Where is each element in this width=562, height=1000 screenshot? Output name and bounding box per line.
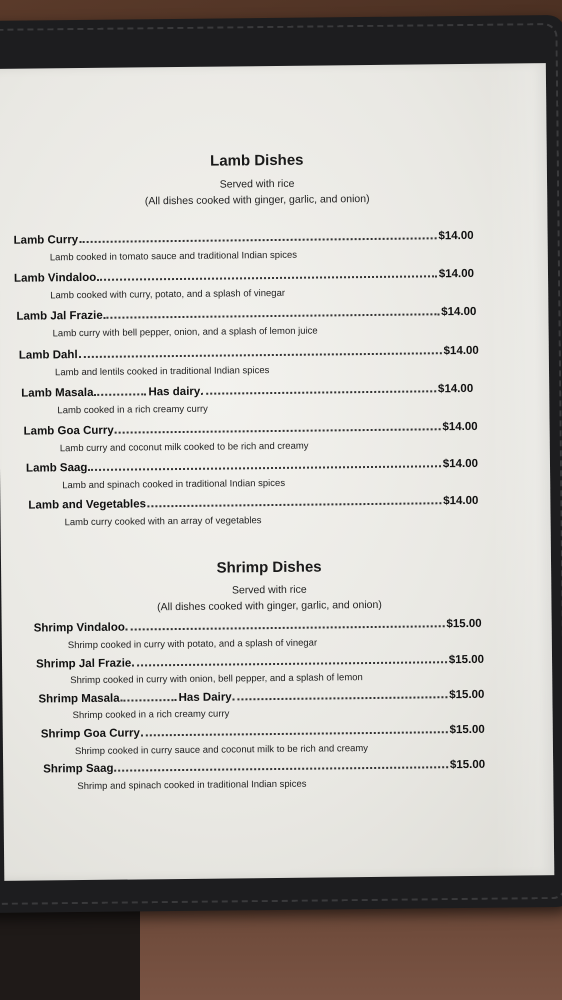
item-name: Lamb Masala: [21, 386, 94, 400]
item-description: Lamb and lentils cooked in traditional Indian spices: [54, 365, 270, 379]
item-name: Lamb and Vegetables: [28, 498, 147, 512]
item-description: Lamb cooked in a rich creamy curry: [57, 403, 208, 417]
item-price: $15.00: [449, 688, 485, 702]
item-leader-dots: [114, 766, 448, 771]
item-name: Shrimp Saag: [43, 762, 114, 776]
lamb-subtitle: Served with rice: [219, 177, 295, 191]
item-name: Shrimp Masala: [38, 692, 120, 706]
item-name: Shrimp Jal Frazie: [36, 657, 132, 671]
item-description: Lamb curry with bell pepper, onion, and a splash of lemon juice: [52, 325, 318, 340]
dairy-tag: Has dairy: [148, 385, 201, 399]
item-price: $14.00: [437, 382, 474, 396]
item-leader-dots: [94, 393, 146, 396]
menu-item-lamb-dahl: [19, 341, 479, 362]
menu-item-lamb-goa-curry: [24, 417, 478, 438]
item-description: Shrimp cooked in a rich creamy curry: [72, 708, 230, 722]
item-leader-dots: [97, 275, 437, 281]
menu-item-shrimp-vindaloo: [34, 614, 482, 635]
item-description: Shrimp and spinach cooked in traditional Indian spices: [77, 778, 307, 793]
menu-item-lamb-curry: [14, 226, 474, 247]
item-price: $15.00: [449, 723, 485, 737]
lamb-section-title: Lamb Dishes: [210, 151, 304, 170]
menu-item-shrimp-jal-frazie: [36, 650, 484, 671]
item-leader-dots: [147, 502, 441, 507]
menu-item-lamb-saag: [26, 454, 478, 475]
table-edge: [140, 900, 562, 1000]
item-leader-dots: [233, 696, 448, 700]
item-name: Shrimp Goa Curry: [40, 727, 140, 741]
item-price: $14.00: [442, 457, 479, 471]
item-price: $14.00: [438, 229, 474, 243]
item-name: Lamb Curry: [13, 234, 79, 247]
item-leader-dots: [126, 625, 445, 630]
item-description: Lamb cooked in tomato sauce and traditional Indian spices: [49, 249, 298, 264]
item-leader-dots: [115, 428, 441, 433]
menu-item-shrimp-saag: [43, 755, 485, 776]
item-name: Lamb Saag: [25, 461, 88, 475]
item-price: $15.00: [449, 758, 486, 772]
shrimp-note: (All dishes cooked with ginger, garlic, and onion): [157, 598, 382, 614]
menu-item-shrimp-goa-curry: [41, 720, 485, 741]
item-description: Lamb curry cooked with an array of vegetables: [64, 515, 262, 529]
lamb-note: (All dishes cooked with ginger, garlic, and onion): [144, 192, 370, 208]
dairy-tag: Has Dairy: [178, 691, 232, 705]
item-leader-dots: [201, 390, 436, 394]
item-leader-dots: [88, 465, 440, 471]
menu-item-lamb-jal-frazie: [16, 302, 476, 323]
item-leader-dots: [104, 313, 440, 319]
shrimp-subtitle: Served with rice: [231, 583, 307, 597]
item-description: Lamb cooked with curry, potato, and a splash of vinegar: [50, 287, 286, 302]
item-name: Lamb Dahl: [18, 349, 78, 362]
item-leader-dots: [132, 661, 447, 666]
item-price: $14.00: [443, 344, 479, 358]
item-description: Lamb and spinach cooked in traditional Indian spices: [62, 477, 286, 492]
item-price: $14.00: [438, 267, 475, 281]
item-leader-dots: [79, 237, 436, 243]
menu-item-lamb-and-vegetables: [28, 491, 478, 512]
item-price: $15.00: [446, 617, 482, 631]
item-name: Lamb Vindaloo: [13, 271, 97, 285]
item-description: Lamb curry and coconut milk cooked to be rich and creamy: [59, 440, 309, 455]
item-description: Shrimp cooked in curry with onion, bell pepper, and a splash of lemon: [70, 672, 363, 687]
item-leader-dots: [121, 699, 177, 702]
item-name: Lamb Goa Curry: [23, 424, 114, 438]
item-price: $14.00: [443, 494, 479, 508]
item-leader-dots: [141, 731, 448, 736]
menu-item-lamb-masala: [21, 379, 473, 400]
shrimp-section-title: Shrimp Dishes: [216, 558, 322, 577]
item-leader-dots: [79, 352, 442, 358]
menu-item-lamb-vindaloo: [14, 264, 474, 285]
item-description: Shrimp cooked in curry with potato, and a splash of vinegar: [67, 637, 318, 652]
item-price: $14.00: [441, 305, 477, 319]
item-price: $14.00: [442, 420, 478, 434]
item-description: Shrimp cooked in curry sauce and coconut milk to be rich and creamy: [74, 743, 369, 758]
menu-item-shrimp-masala: [38, 685, 484, 706]
item-name: Shrimp Vindaloo: [33, 621, 125, 635]
menu-page: [0, 63, 554, 881]
item-name: Lamb Jal Frazie: [16, 309, 103, 323]
item-price: $15.00: [448, 653, 485, 667]
